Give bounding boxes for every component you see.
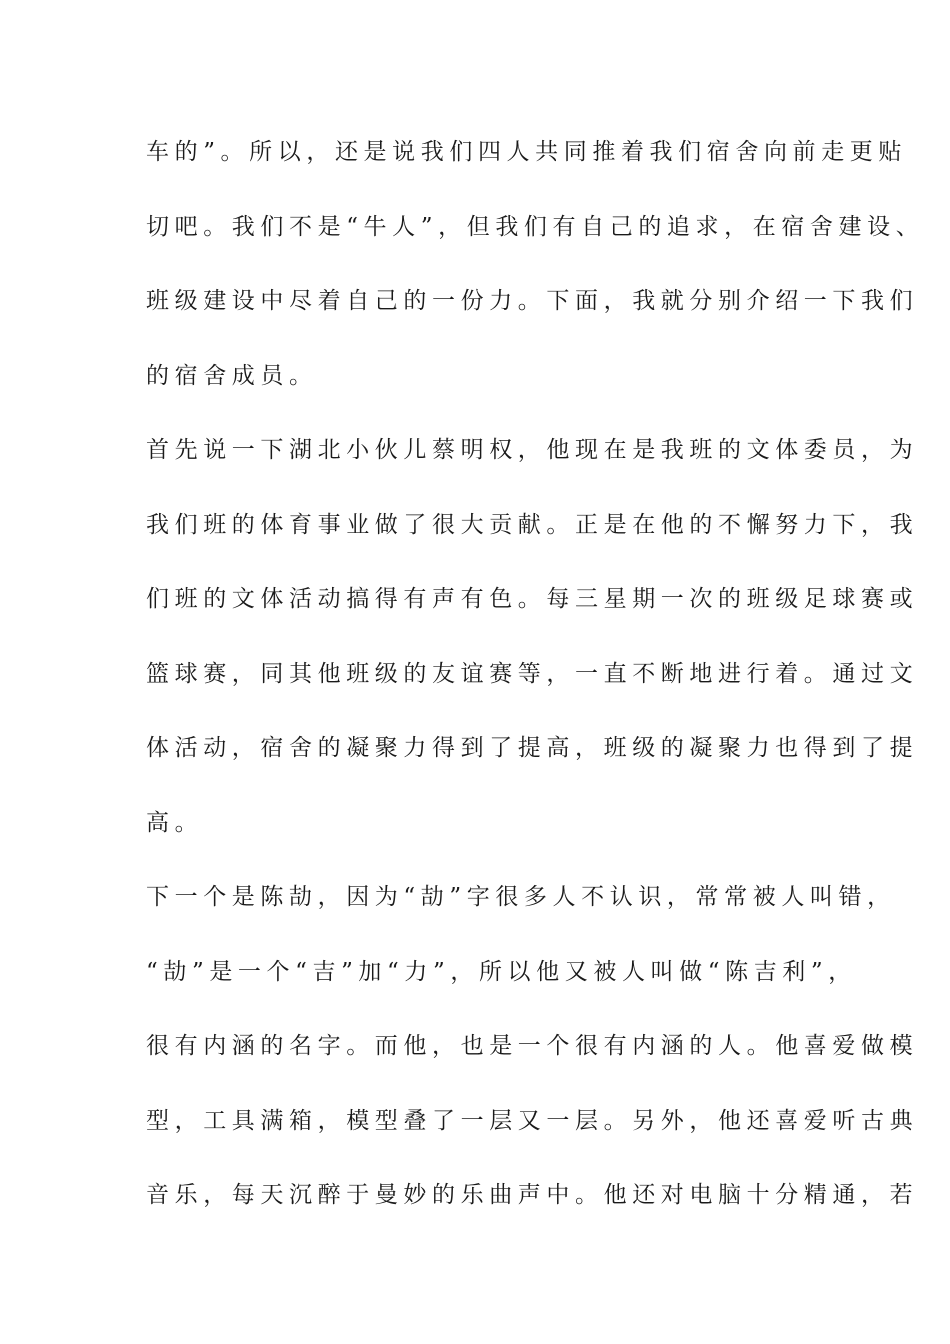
text-line: 体活动，宿舍的凝聚力得到了提高，班级的凝聚力也得到了提 bbox=[146, 735, 919, 761]
text-line: 们班的文体活动搞得有声有色。每三星期一次的班级足球赛或 bbox=[146, 586, 919, 612]
text-line: 高。 bbox=[146, 810, 204, 836]
text-line: 很有内涵的名字。而他，也是一个很有内涵的人。他喜爱做模 bbox=[146, 1033, 919, 1059]
text-line: 篮球赛，同其他班级的友谊赛等，一直不断地进行着。通过文 bbox=[146, 661, 919, 687]
text-line: 我们班的体育事业做了很大贡献。正是在他的不懈努力下，我 bbox=[146, 512, 919, 538]
text-line: 下一个是陈劼，因为“劼”字很多人不认识，常常被人叫错， bbox=[146, 884, 896, 910]
text-line: “劼”是一个“吉”加“力”，所以他又被人叫做“陈吉利”， bbox=[146, 959, 857, 985]
text-line: 型，工具满箱，模型叠了一层又一层。另外，他还喜爱听古典 bbox=[146, 1108, 919, 1134]
text-line: 的宿舍成员。 bbox=[146, 363, 318, 389]
text-line: 首先说一下湖北小伙儿蔡明权，他现在是我班的文体委员，为 bbox=[146, 437, 919, 463]
text-line: 班级建设中尽着自己的一份力。下面，我就分别介绍一下我们 bbox=[146, 288, 919, 314]
text-line: 音乐，每天沉醉于曼妙的乐曲声中。他还对电脑十分精通，若 bbox=[146, 1182, 919, 1208]
text-line: 车的”。所以，还是说我们四人共同推着我们宿舍向前走更贴 bbox=[146, 139, 907, 165]
text-line: 切吧。我们不是“牛人”，但我们有自己的追求，在宿舍建设、 bbox=[146, 214, 925, 240]
